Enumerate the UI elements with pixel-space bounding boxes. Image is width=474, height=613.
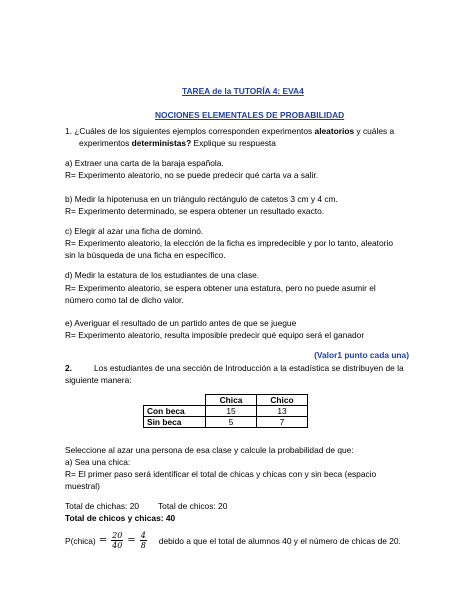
q1-e-answer: R= Experimento aleatorio, resulta imposible predecir qué equipo será el ganador [65,330,365,340]
probability-explanation: debido a que el total de alumnos 40 y el número de chicas de 20. [158,535,401,546]
question-2-line-1: Los estudiantes de una sección de Introducción a la estadística se distribuyen de la [94,363,404,373]
q2-a-question: a) Sea una chica: [65,457,131,467]
q1-b-question: b) Medir la hipotenusa en un triángulo rectángulo de catetos 3 cm y 4 cm. [65,194,338,204]
fraction-4-8 [140,531,147,550]
question-2-line-2: siguiente manera: [65,375,132,385]
fraction-numerator: 20 [112,531,123,540]
q1-d-answer-line-2: número como tal de dicho valor. [65,295,184,305]
table-header-row [144,395,308,406]
probability-equation [65,531,401,550]
q1-a-question: a) Extraer una carta de la baraja española. [65,158,224,168]
q2-a-answer-line-1: R= El primer paso será identificar el total de chicas y chicas con y sin beca (espacio [65,469,377,479]
table-cell: 5 [206,417,257,428]
q1-c-answer-line-2: sin la búsqueda de una ficha en específico. [65,250,226,260]
table-cell: 15 [206,406,257,417]
q2-a-answer-line-2: muestral) [65,481,100,491]
table-row [144,406,308,417]
q1-text: 1. ¿Cuáles de los siguientes ejemplos corresponden experimentos [65,126,315,136]
equals-sign: = [127,535,136,546]
table-header-cell: Chico [257,395,308,406]
q1-text: experimentos [79,138,132,148]
q1-d-question: d) Medir la estatura de los estudiantes de una clase. [65,270,260,280]
q1-a-answer: R= Experimento aleatorio, no se puede predecir qué carta va a salir. [65,170,319,180]
document-title: TAREA de la TUTORÍA 4: EVA4 [182,86,304,96]
table-header-cell [144,395,206,406]
q1-b-answer: R= Experimento determinado, se espera obtener un resultado exacto. [65,206,325,216]
document-subtitle: NOCIONES ELEMENTALES DE PROBABILIDAD [155,110,345,120]
scholarship-table [143,394,308,428]
fraction-denominator: 8 [140,541,146,550]
q2-select-instruction: Seleccione al azar una persona de esa clase y calcule la probabilidad de que: [65,445,354,455]
fraction-numerator: 4 [140,531,146,540]
q1-c-question: c) Elegir al azar una ficha de dominó. [65,226,204,236]
q1-c-answer-line-1: R= Experimento aleatorio, la elección de la ficha es impredecible y por lo tanto, aleatorio [65,238,393,248]
q1-bold-deterministas: deterministas? [131,138,192,148]
table-row-label: Con beca [144,406,206,417]
total-girls: Total de chichas: 20 [65,501,140,511]
fraction-denominator: 40 [112,541,123,550]
total-all: Total de chicos y chicas: 40 [65,513,176,523]
question-value-note: (Valor1 punto cada una) [314,350,409,360]
fraction-20-40 [111,531,123,550]
table-cell: 13 [257,406,308,417]
table-header-cell: Chica [206,395,257,406]
table-row-label: Sin beca [144,417,206,428]
q1-bold-aleatorios: aleatorios [314,126,355,136]
q1-e-question: e) Averiguar el resultado de un partido antes de que se juegue [65,318,297,328]
table-row [144,417,308,428]
equals-sign: = [98,535,108,546]
question-1-line-2 [79,138,276,148]
q1-d-answer-line-1: R= Experimento aleatorio, se espera obtener una estatura, pero no puede asumir el [65,283,376,293]
probability-label: P(chica) [65,535,96,546]
question-1-line-1 [65,126,394,136]
table-cell: 7 [257,417,308,428]
total-boys: Total de chicos: 20 [158,501,228,511]
q1-text-end: Explique su respuesta [191,138,276,148]
q1-text-end: y cuáles a [354,126,395,136]
question-2-number: 2. [65,363,72,373]
